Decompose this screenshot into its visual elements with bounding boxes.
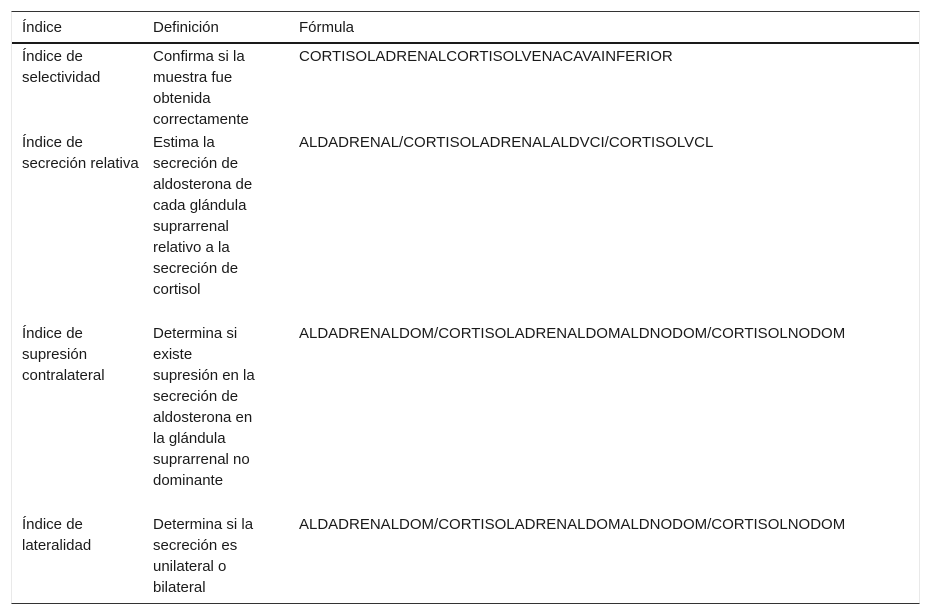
definicion-text: Determina si la secreción es unilateral o bilateral — [153, 516, 254, 596]
table-row — [12, 43, 919, 130]
cell-indice: Índice de secreción relativa — [22, 134, 139, 172]
cell-definicion — [143, 43, 289, 130]
table-header — [12, 12, 919, 43]
definicion-text: Determina si existe supresión en la secreción de aldosterona en la glándula suprarrenal no dominante — [153, 325, 255, 489]
header-row — [12, 12, 919, 43]
cell-indice: Índice de lateralidad — [22, 516, 92, 554]
cell-definicion — [143, 321, 289, 512]
header-indice: Índice — [12, 12, 143, 43]
cell-indice: Índice de selectividad — [22, 48, 101, 86]
definicion-text: Confirma si la muestra fue obtenida correctamente — [153, 48, 249, 128]
cell-definicion — [143, 512, 289, 598]
cell-formula: ALDADRENAL/CORTISOLADRENALALDVCI/CORTISOLVCL — [299, 134, 714, 151]
cell-formula: ALDADRENALDOM/CORTISOLADRENALDOMALDNODOM/CORTISOLNODOM — [299, 325, 846, 342]
table-body — [12, 43, 919, 598]
indices-table-container — [11, 11, 920, 604]
header-formula: Fórmula — [289, 12, 919, 43]
cell-formula: ALDADRENALDOM/CORTISOLADRENALDOMALDNODOM/CORTISOLNODOM — [299, 516, 846, 533]
definicion-text: Estima la secreción de aldosterona de cada glándula suprarrenal relativo a la secreción de cortisol — [153, 134, 253, 298]
table-row — [12, 321, 919, 512]
cell-definicion — [143, 130, 289, 321]
header-definicion: Definición — [143, 12, 289, 43]
cell-formula: CORTISOLADRENALCORTISOLVENACAVAINFERIOR — [299, 48, 673, 65]
indices-table — [12, 12, 919, 598]
cell-indice: Índice de supresión contralateral — [22, 325, 105, 384]
table-row — [12, 130, 919, 321]
table-row — [12, 512, 919, 598]
